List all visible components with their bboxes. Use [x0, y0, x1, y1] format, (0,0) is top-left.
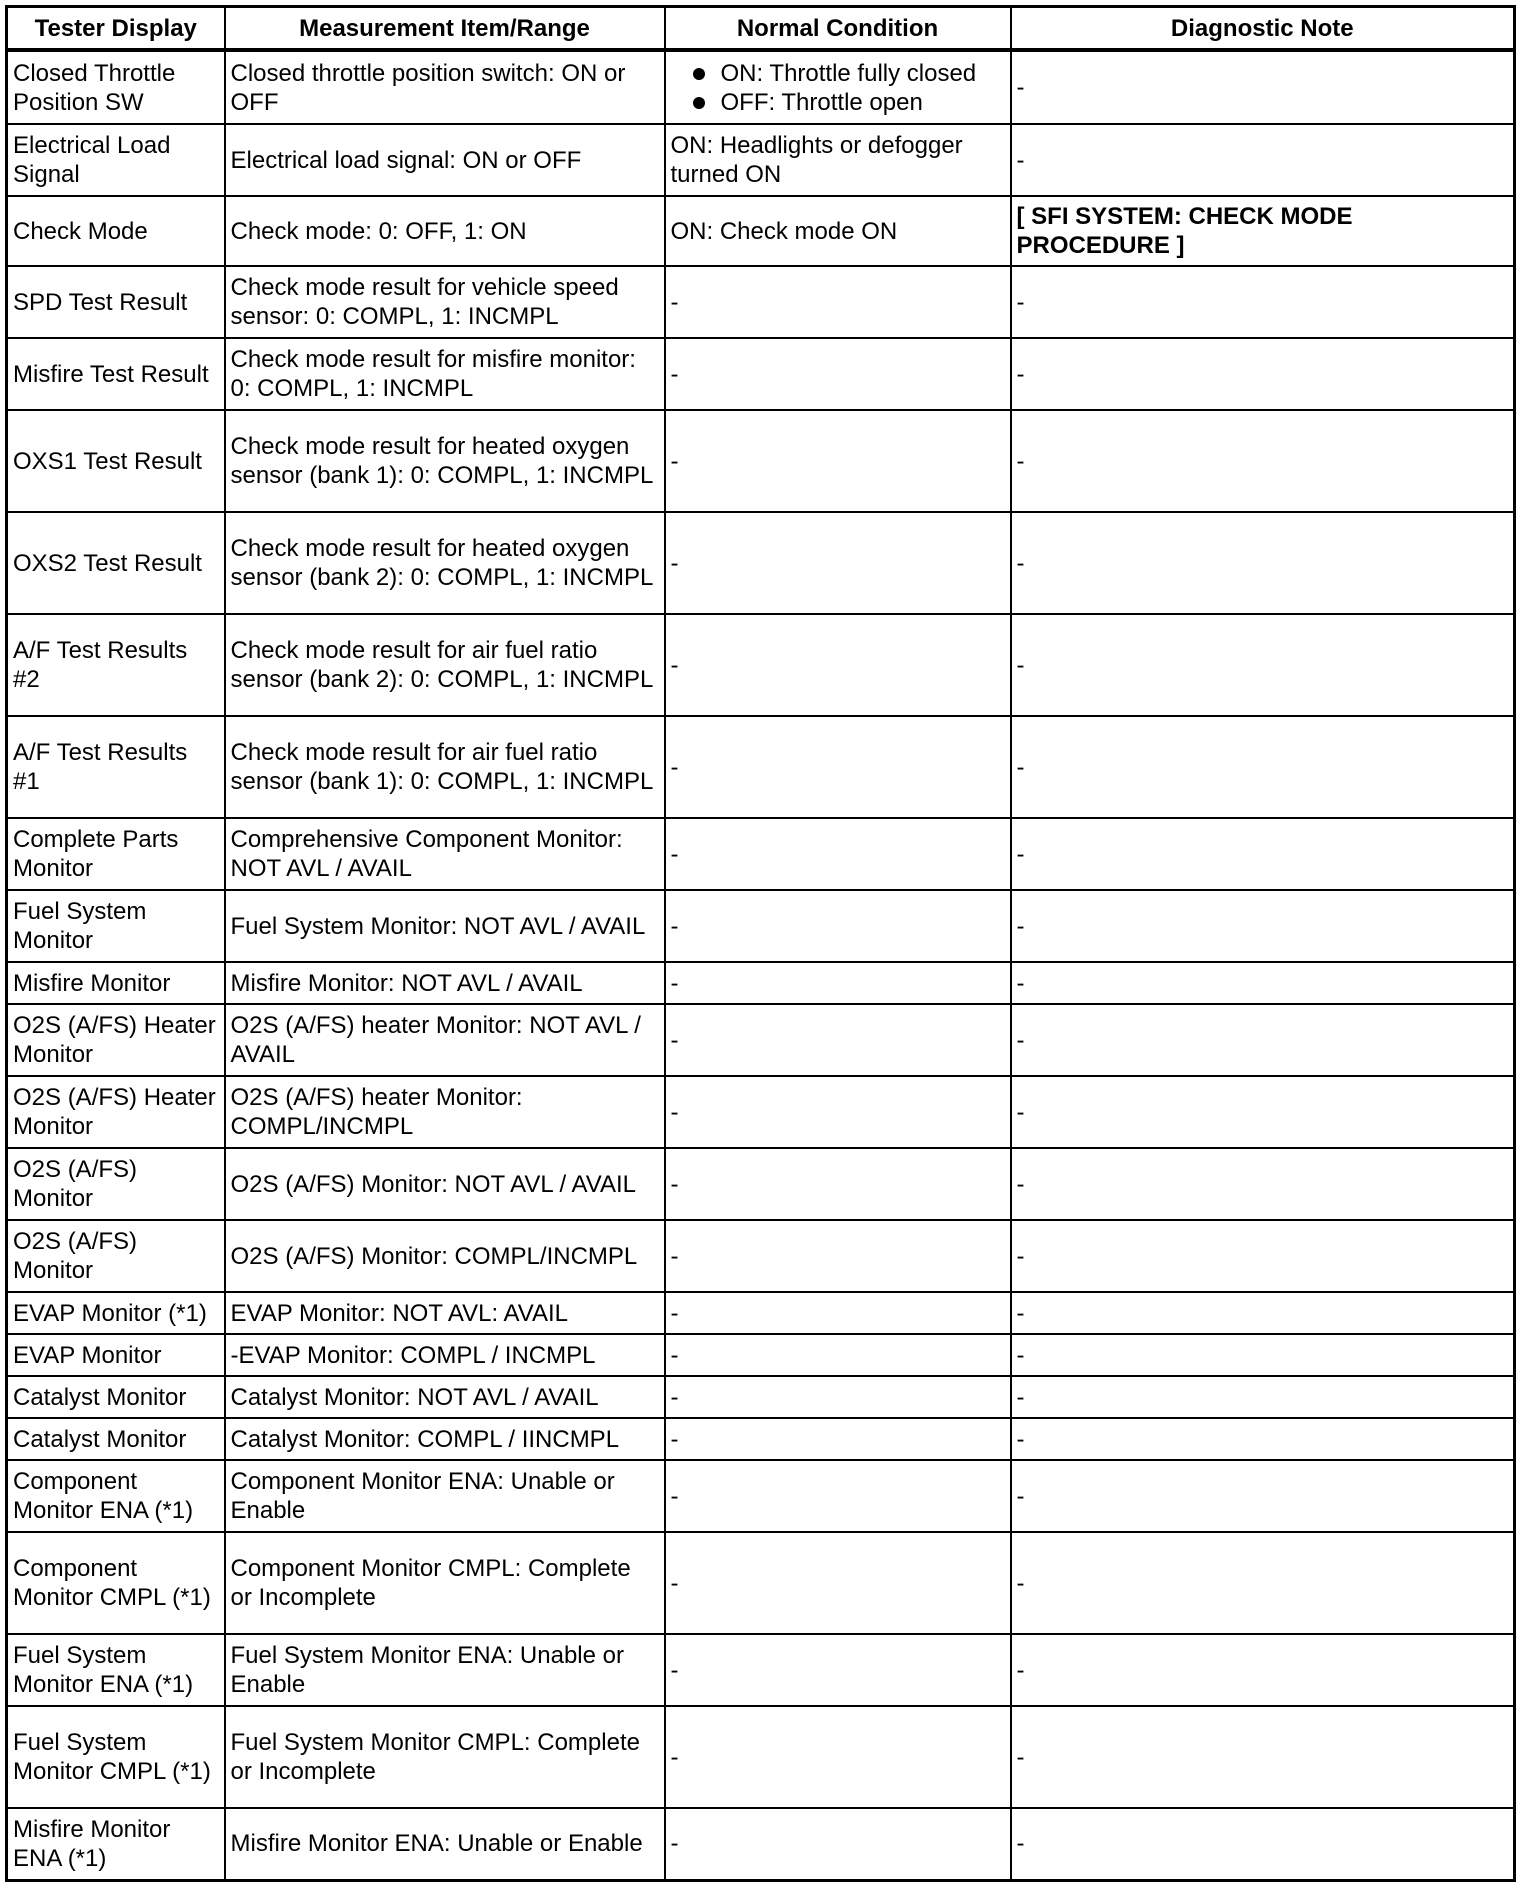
tester-display-cell: Misfire Test Result	[7, 338, 225, 410]
diagnostic-note-cell: -	[1011, 50, 1515, 124]
tester-display-cell: EVAP Monitor	[7, 1334, 225, 1376]
tester-display-cell: A/F Test Results #2	[7, 614, 225, 716]
normal-condition-cell: ON: Headlights or defogger turned ON	[665, 124, 1011, 196]
table-row	[7, 614, 1515, 716]
normal-condition-list	[671, 59, 1005, 117]
measurement-cell: O2S (A/FS) Monitor: NOT AVL / AVAIL	[225, 1148, 665, 1220]
table-row	[7, 1292, 1515, 1334]
table-row	[7, 512, 1515, 614]
diagnostic-note-cell: -	[1011, 962, 1515, 1004]
tester-display-cell: Fuel System Monitor CMPL (*1)	[7, 1706, 225, 1808]
measurement-cell: Catalyst Monitor: NOT AVL / AVAIL	[225, 1376, 665, 1418]
measurement-cell: Fuel System Monitor: NOT AVL / AVAIL	[225, 890, 665, 962]
list-item-text: ON: Throttle fully closed	[720, 59, 977, 87]
measurement-cell: Check mode result for heated oxygen sensor (bank 1): 0: COMPL, 1: INCMPL	[225, 410, 665, 512]
check-mode-procedure-link[interactable]: [ SFI SYSTEM: CHECK MODE PROCEDURE ]	[1016, 203, 1353, 259]
table-row	[7, 338, 1515, 410]
normal-condition-cell: -	[665, 890, 1011, 962]
header-measurement-item: Measurement Item/Range	[225, 7, 665, 51]
tester-display-cell: OXS1 Test Result	[7, 410, 225, 512]
normal-condition-cell: -	[665, 1148, 1011, 1220]
bullet-icon	[693, 97, 705, 109]
normal-condition-cell: -	[665, 614, 1011, 716]
tester-display-cell: Check Mode	[7, 196, 225, 266]
table-row	[7, 1808, 1515, 1880]
list-item	[685, 59, 1005, 88]
measurement-cell: O2S (A/FS) heater Monitor: NOT AVL / AVAIL	[225, 1004, 665, 1076]
tester-display-cell: Closed Throttle Position SW	[7, 50, 225, 124]
tester-display-cell: O2S (A/FS) Monitor	[7, 1148, 225, 1220]
measurement-cell: Check mode result for vehicle speed sensor: 0: COMPL, 1: INCMPL	[225, 266, 665, 338]
diagnostic-note-cell: -	[1011, 614, 1515, 716]
normal-condition-cell: -	[665, 410, 1011, 512]
measurement-cell: O2S (A/FS) heater Monitor: COMPL/INCMPL	[225, 1076, 665, 1148]
measurement-cell: Check mode result for air fuel ratio sensor (bank 2): 0: COMPL, 1: INCMPL	[225, 614, 665, 716]
normal-condition-cell: -	[665, 266, 1011, 338]
measurement-cell: Closed throttle position switch: ON or OFF	[225, 50, 665, 124]
tester-display-cell: O2S (A/FS) Heater Monitor	[7, 1004, 225, 1076]
diagnostic-note-cell: -	[1011, 1292, 1515, 1334]
measurement-cell: O2S (A/FS) Monitor: COMPL/INCMPL	[225, 1220, 665, 1292]
normal-condition-cell: -	[665, 1634, 1011, 1706]
diagnostic-note-cell: -	[1011, 890, 1515, 962]
measurement-cell: Misfire Monitor ENA: Unable or Enable	[225, 1808, 665, 1880]
normal-condition-cell: -	[665, 338, 1011, 410]
normal-condition-cell: -	[665, 1706, 1011, 1808]
tester-display-cell: Component Monitor CMPL (*1)	[7, 1532, 225, 1634]
diagnostic-note-cell: -	[1011, 410, 1515, 512]
diagnostic-note-cell: -	[1011, 716, 1515, 818]
table-row	[7, 1706, 1515, 1808]
normal-condition-cell: -	[665, 716, 1011, 818]
tester-display-cell: Catalyst Monitor	[7, 1376, 225, 1418]
tester-display-cell: EVAP Monitor (*1)	[7, 1292, 225, 1334]
table-row	[7, 266, 1515, 338]
diagnostic-note-cell	[1011, 196, 1515, 266]
normal-condition-cell: -	[665, 512, 1011, 614]
diagnostic-note-cell: -	[1011, 124, 1515, 196]
normal-condition-cell: -	[665, 1808, 1011, 1880]
tester-data-table	[5, 5, 1516, 1882]
table-row	[7, 1004, 1515, 1076]
tester-display-cell: O2S (A/FS) Monitor	[7, 1220, 225, 1292]
tester-display-cell: Catalyst Monitor	[7, 1418, 225, 1460]
table-row	[7, 1532, 1515, 1634]
diagnostic-note-cell: -	[1011, 338, 1515, 410]
diagnostic-note-cell: -	[1011, 1418, 1515, 1460]
normal-condition-cell: -	[665, 1532, 1011, 1634]
table-row	[7, 890, 1515, 962]
normal-condition-cell	[665, 50, 1011, 124]
diagnostic-note-cell: -	[1011, 1376, 1515, 1418]
table-row	[7, 1418, 1515, 1460]
list-item	[685, 88, 1005, 117]
header-diagnostic-note: Diagnostic Note	[1011, 7, 1515, 51]
diagnostic-note-cell: -	[1011, 1460, 1515, 1532]
table-row	[7, 50, 1515, 124]
table-row	[7, 1220, 1515, 1292]
table-row	[7, 410, 1515, 512]
measurement-cell: Catalyst Monitor: COMPL / IINCMPL	[225, 1418, 665, 1460]
normal-condition-cell: -	[665, 818, 1011, 890]
tester-display-cell: A/F Test Results #1	[7, 716, 225, 818]
normal-condition-cell: -	[665, 1376, 1011, 1418]
table-row	[7, 196, 1515, 266]
tester-display-cell: O2S (A/FS) Heater Monitor	[7, 1076, 225, 1148]
table-row	[7, 818, 1515, 890]
document-page	[5, 5, 1513, 1882]
normal-condition-cell: -	[665, 1292, 1011, 1334]
tester-display-cell: Misfire Monitor	[7, 962, 225, 1004]
normal-condition-cell: -	[665, 1460, 1011, 1532]
normal-condition-cell: -	[665, 962, 1011, 1004]
tester-display-cell: Fuel System Monitor	[7, 890, 225, 962]
diagnostic-note-cell: -	[1011, 1808, 1515, 1880]
table-row	[7, 1376, 1515, 1418]
measurement-cell: Electrical load signal: ON or OFF	[225, 124, 665, 196]
diagnostic-note-cell: -	[1011, 1148, 1515, 1220]
diagnostic-note-cell: -	[1011, 1004, 1515, 1076]
bullet-icon	[693, 68, 705, 80]
diagnostic-note-cell: -	[1011, 512, 1515, 614]
measurement-cell: -EVAP Monitor: COMPL / INCMPL	[225, 1334, 665, 1376]
normal-condition-cell: -	[665, 1220, 1011, 1292]
header-tester-display: Tester Display	[7, 7, 225, 51]
table-row	[7, 1634, 1515, 1706]
list-item-text: OFF: Throttle open	[720, 88, 923, 116]
measurement-cell: Fuel System Monitor ENA: Unable or Enable	[225, 1634, 665, 1706]
diagnostic-note-cell: -	[1011, 266, 1515, 338]
diagnostic-note-cell: -	[1011, 1532, 1515, 1634]
tester-display-cell: OXS2 Test Result	[7, 512, 225, 614]
tester-display-cell: Component Monitor ENA (*1)	[7, 1460, 225, 1532]
table-row	[7, 1148, 1515, 1220]
tester-display-cell: Electrical Load Signal	[7, 124, 225, 196]
measurement-cell: Fuel System Monitor CMPL: Complete or Incomplete	[225, 1706, 665, 1808]
tester-display-cell: Complete Parts Monitor	[7, 818, 225, 890]
diagnostic-note-cell: -	[1011, 1334, 1515, 1376]
tester-display-cell: Misfire Monitor ENA (*1)	[7, 1808, 225, 1880]
tester-display-cell: SPD Test Result	[7, 266, 225, 338]
normal-condition-cell: ON: Check mode ON	[665, 196, 1011, 266]
diagnostic-note-cell: -	[1011, 1634, 1515, 1706]
table-row	[7, 1334, 1515, 1376]
measurement-cell: Check mode result for heated oxygen sensor (bank 2): 0: COMPL, 1: INCMPL	[225, 512, 665, 614]
table-row	[7, 124, 1515, 196]
table-header-row	[7, 7, 1515, 51]
measurement-cell: Component Monitor CMPL: Complete or Incomplete	[225, 1532, 665, 1634]
table-row	[7, 1076, 1515, 1148]
normal-condition-cell: -	[665, 1418, 1011, 1460]
diagnostic-note-cell: -	[1011, 818, 1515, 890]
measurement-cell: Component Monitor ENA: Unable or Enable	[225, 1460, 665, 1532]
measurement-cell: Misfire Monitor: NOT AVL / AVAIL	[225, 962, 665, 1004]
measurement-cell: Check mode: 0: OFF, 1: ON	[225, 196, 665, 266]
measurement-cell: Comprehensive Component Monitor: NOT AVL / AVAIL	[225, 818, 665, 890]
table-row	[7, 1460, 1515, 1532]
normal-condition-cell: -	[665, 1004, 1011, 1076]
normal-condition-cell: -	[665, 1334, 1011, 1376]
table-row	[7, 962, 1515, 1004]
diagnostic-note-cell: -	[1011, 1220, 1515, 1292]
measurement-cell: Check mode result for misfire monitor: 0: COMPL, 1: INCMPL	[225, 338, 665, 410]
normal-condition-cell: -	[665, 1076, 1011, 1148]
table-row	[7, 716, 1515, 818]
diagnostic-note-cell: -	[1011, 1706, 1515, 1808]
measurement-cell: EVAP Monitor: NOT AVL: AVAIL	[225, 1292, 665, 1334]
header-normal-condition: Normal Condition	[665, 7, 1011, 51]
tester-display-cell: Fuel System Monitor ENA (*1)	[7, 1634, 225, 1706]
diagnostic-note-cell: -	[1011, 1076, 1515, 1148]
measurement-cell: Check mode result for air fuel ratio sensor (bank 1): 0: COMPL, 1: INCMPL	[225, 716, 665, 818]
